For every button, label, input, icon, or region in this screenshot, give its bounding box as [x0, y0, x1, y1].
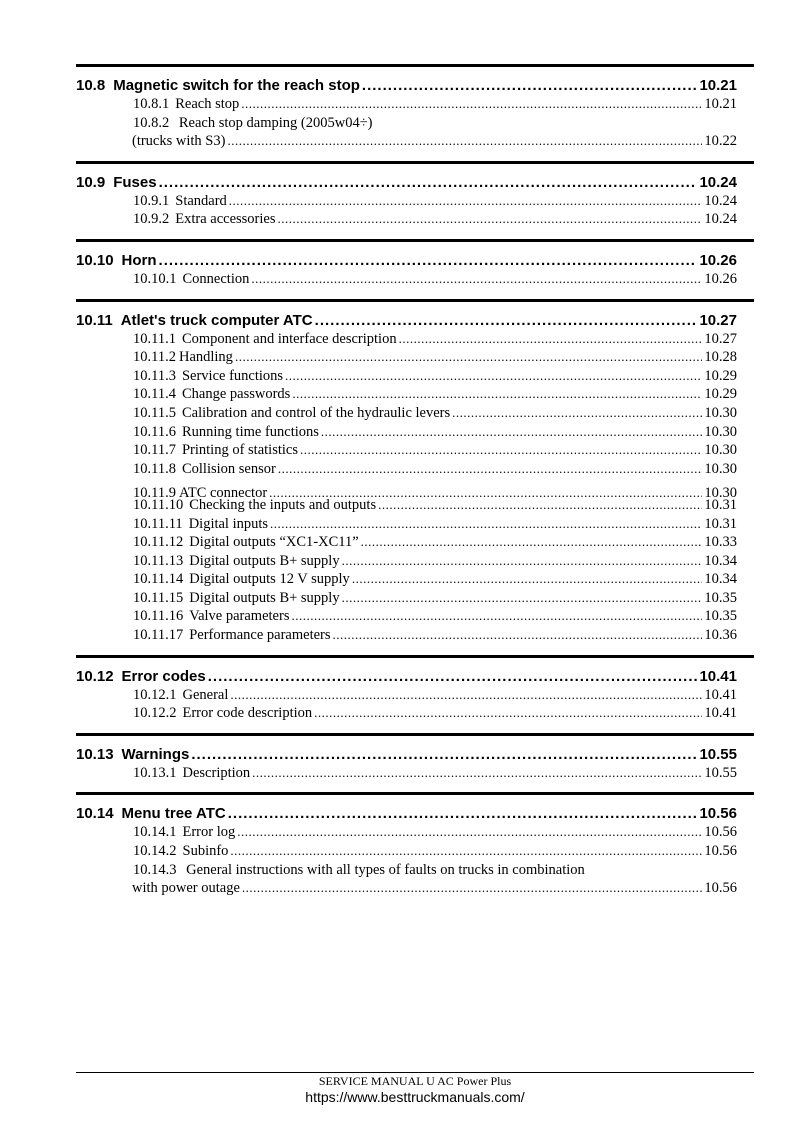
section-page: 10.41 — [699, 667, 737, 685]
entry-page: 10.36 — [704, 627, 737, 644]
section-heading[interactable] — [76, 746, 737, 764]
section-title: Error codes — [121, 667, 206, 685]
entry-title: Error log — [182, 824, 236, 841]
entry-page: 10.30 — [704, 423, 737, 440]
footer-url[interactable]: https://www.besttruckmanuals.com/ — [305, 1089, 525, 1105]
toc-entry[interactable] — [133, 441, 737, 460]
section-heading[interactable] — [76, 312, 737, 330]
entry-title: Reach stop damping (2005w04÷) — [178, 114, 373, 131]
section-title: Warnings — [121, 745, 190, 763]
toc-entry[interactable] — [133, 367, 737, 386]
toc-entry[interactable] — [133, 533, 737, 552]
leader-dots — [399, 330, 703, 349]
entry-title: Digital outputs “XC1-XC11” — [189, 534, 359, 551]
section-title: Atlet's truck computer ATC — [120, 311, 313, 329]
toc-entry[interactable] — [133, 210, 737, 229]
entry-title: Digital inputs — [188, 515, 269, 532]
section-heading[interactable] — [76, 805, 737, 823]
toc-section — [76, 792, 754, 897]
entry-title: Connection — [182, 270, 250, 287]
leader-dots — [159, 174, 698, 192]
toc-section — [76, 655, 754, 733]
entry-page: 10.33 — [704, 534, 737, 551]
entry-title: ATC connector — [178, 485, 268, 502]
toc-section — [76, 161, 754, 239]
entry-number: 10.11.6 — [133, 423, 176, 440]
section-number: 10.12 — [76, 667, 114, 685]
entry-title: Description — [182, 764, 251, 781]
leader-dots — [292, 385, 702, 404]
entry-number: 10.11.1 — [133, 330, 176, 347]
leader-dots — [342, 589, 703, 608]
entry-page: 10.28 — [704, 349, 737, 366]
entry-page: 10.56 — [704, 843, 737, 860]
leader-dots — [230, 842, 702, 861]
entry-title: Digital outputs 12 V supply — [189, 571, 350, 588]
leader-dots — [314, 704, 702, 723]
leader-dots — [342, 552, 703, 571]
entry-number: 10.11.13 — [133, 552, 184, 569]
entry-title: Error code description — [182, 705, 313, 722]
entry-title: Calibration and control of the hydraulic levers — [181, 404, 451, 421]
entry-title: Service functions — [181, 367, 284, 384]
toc-entry[interactable] — [133, 686, 737, 705]
footer-title: SERVICE MANUAL U AC Power Plus — [76, 1072, 754, 1089]
toc-section — [76, 239, 754, 299]
entry-page: 10.24 — [704, 192, 737, 209]
entry-number: 10.9.1 — [133, 192, 170, 209]
entry-number: 10.11.14 — [133, 571, 184, 588]
leader-dots — [208, 668, 698, 686]
entry-title: with power outage — [132, 880, 240, 897]
toc-entry[interactable] — [133, 423, 737, 442]
toc-entry-continuation[interactable] — [132, 132, 737, 151]
entry-number: 10.11.11 — [133, 515, 183, 532]
toc-entry[interactable] — [133, 330, 737, 349]
entry-number: 10.14.2 — [133, 843, 177, 860]
section-page: 10.24 — [699, 173, 737, 191]
toc-entry[interactable] — [133, 114, 737, 133]
entry-number: 10.13.1 — [133, 764, 177, 781]
entry-number: 10.14.3 — [133, 861, 177, 878]
entry-title: Valve parameters — [189, 608, 290, 625]
toc-entry[interactable] — [133, 607, 737, 626]
leader-dots — [270, 515, 702, 534]
toc-entry[interactable] — [133, 842, 737, 861]
entry-page: 10.30 — [704, 460, 737, 477]
section-heading[interactable] — [76, 174, 737, 192]
leader-dots — [278, 210, 703, 229]
section-heading[interactable] — [76, 77, 737, 95]
entry-page: 10.29 — [704, 386, 737, 403]
toc-entry[interactable] — [133, 404, 737, 423]
toc-entry[interactable] — [133, 348, 737, 367]
toc-entry[interactable] — [133, 589, 737, 608]
section-heading[interactable] — [76, 668, 737, 686]
leader-dots — [300, 441, 702, 460]
leader-dots — [228, 805, 698, 823]
entry-page: 10.26 — [704, 270, 737, 287]
entry-number: 10.11.3 — [133, 367, 176, 384]
leader-dots — [315, 312, 698, 330]
toc-entry[interactable] — [133, 570, 737, 589]
toc-entry[interactable] — [133, 270, 737, 289]
entry-number: 10.12.1 — [133, 686, 177, 703]
leader-dots — [229, 192, 703, 211]
entry-number: 10.11.16 — [133, 608, 184, 625]
entry-page: 10.35 — [704, 589, 737, 606]
entry-title: General — [182, 686, 229, 703]
entry-page: 10.56 — [704, 880, 737, 897]
entry-title: Handling — [178, 349, 233, 366]
toc-entry[interactable] — [133, 626, 737, 645]
entry-page: 10.30 — [704, 485, 737, 502]
toc-entry[interactable] — [133, 460, 737, 479]
leader-dots — [361, 533, 703, 552]
section-page: 10.26 — [699, 251, 737, 269]
entry-title: Reach stop — [175, 96, 240, 112]
entry-number: 10.11.8 — [133, 460, 176, 477]
toc-section — [76, 299, 754, 655]
leader-dots — [362, 77, 698, 95]
entry-number: 10.11.10 — [133, 496, 184, 513]
leader-dots — [251, 270, 702, 289]
section-page: 10.21 — [699, 77, 737, 94]
leader-dots — [241, 95, 702, 114]
entry-number: 10.11.2 — [133, 349, 176, 366]
entry-page: 10.35 — [704, 608, 737, 625]
section-title: Magnetic switch for the reach stop — [113, 77, 360, 94]
leader-dots — [278, 460, 703, 479]
section-number: 10.14 — [76, 805, 114, 823]
section-page: 10.56 — [699, 805, 737, 823]
entry-number: 10.11.12 — [133, 534, 184, 551]
toc-section — [76, 733, 754, 793]
entry-title: Printing of statistics — [181, 442, 298, 459]
leader-dots — [227, 132, 702, 151]
entry-page: 10.27 — [704, 330, 737, 347]
entry-number: 10.10.1 — [133, 270, 177, 287]
toc-entry[interactable] — [133, 385, 737, 404]
entry-page: 10.41 — [704, 686, 737, 703]
toc-entry[interactable] — [133, 192, 737, 211]
entry-page: 10.56 — [704, 824, 737, 841]
entry-title: Collision sensor — [181, 460, 276, 477]
entry-number: 10.8.2 — [133, 114, 170, 131]
section-number: 10.13 — [76, 745, 114, 763]
entry-page: 10.41 — [704, 705, 737, 722]
section-title: Fuses — [113, 173, 157, 191]
entry-title: Digital outputs B+ supply — [189, 589, 340, 606]
toc-entry[interactable] — [133, 764, 737, 783]
toc-entry[interactable] — [133, 823, 737, 842]
entry-page: 10.34 — [704, 571, 737, 588]
entry-number: 10.12.2 — [133, 705, 177, 722]
section-page: 10.55 — [699, 745, 737, 763]
toc-section — [76, 64, 754, 161]
entry-title: Digital outputs B+ supply — [189, 552, 340, 569]
toc-entry[interactable] — [133, 496, 737, 515]
section-number: 10.10 — [76, 251, 114, 269]
section-title: Menu tree ATC — [121, 805, 226, 823]
entry-page: 10.30 — [704, 442, 737, 459]
entry-number: 10.11.7 — [133, 442, 176, 459]
entry-title: General instructions with all types of faults on trucks in combination — [186, 861, 585, 878]
section-page: 10.27 — [699, 311, 737, 329]
toc-entry[interactable] — [133, 704, 737, 723]
entry-title: Extra accessories — [175, 211, 276, 228]
leader-dots — [352, 570, 703, 589]
entry-number: 10.11.17 — [133, 627, 184, 644]
leader-dots — [452, 404, 702, 423]
entry-page: 10.55 — [704, 764, 737, 781]
entry-page: 10.29 — [704, 367, 737, 384]
entry-title: Running time functions — [181, 423, 319, 440]
section-title: Horn — [121, 251, 157, 269]
leader-dots — [230, 686, 702, 705]
section-number: 10.9 — [76, 173, 106, 191]
section-number: 10.8 — [76, 77, 106, 94]
entry-title: Standard — [175, 192, 227, 209]
entry-number: 10.9.2 — [133, 211, 170, 228]
entry-number: 10.11.15 — [133, 589, 184, 606]
toc-entry[interactable] — [133, 515, 737, 534]
entry-page: 10.31 — [704, 515, 737, 532]
entry-number: 10.11.4 — [133, 386, 176, 403]
toc-entry[interactable] — [133, 95, 737, 114]
entry-title: (trucks with S3) — [132, 133, 226, 150]
leader-dots — [237, 823, 702, 842]
leader-dots — [378, 496, 702, 515]
leader-dots — [191, 746, 697, 764]
leader-dots — [242, 879, 702, 898]
leader-dots — [235, 348, 702, 367]
leader-dots — [333, 626, 703, 645]
toc-entry-continuation[interactable] — [132, 879, 737, 898]
leader-dots — [321, 423, 702, 442]
entry-page: 10.24 — [704, 211, 737, 228]
entry-page: 10.21 — [704, 96, 737, 112]
entry-page: 10.34 — [704, 552, 737, 569]
leader-dots — [159, 252, 698, 270]
entry-title: Subinfo — [182, 843, 229, 860]
toc-entry[interactable] — [133, 861, 737, 880]
toc-entry[interactable] — [133, 552, 737, 571]
section-heading[interactable] — [76, 252, 737, 270]
leader-dots — [291, 607, 702, 626]
leader-dots — [285, 367, 702, 386]
entry-number: 10.11.9 — [133, 485, 176, 502]
entry-page: 10.30 — [704, 404, 737, 421]
section-number: 10.11 — [76, 311, 113, 329]
table-of-contents — [76, 64, 754, 898]
entry-title: Performance parameters — [189, 627, 331, 644]
entry-number: 10.8.1 — [133, 96, 170, 112]
entry-title: Checking the inputs and outputs — [189, 496, 377, 513]
entry-number: 10.11.5 — [133, 404, 176, 421]
leader-dots — [252, 764, 702, 783]
entry-title: Change passwords — [181, 386, 291, 403]
entry-page: 10.22 — [704, 133, 737, 150]
entry-title: Component and interface description — [181, 330, 397, 347]
entry-page: 10.31 — [704, 496, 737, 513]
entry-number: 10.14.1 — [133, 824, 177, 841]
